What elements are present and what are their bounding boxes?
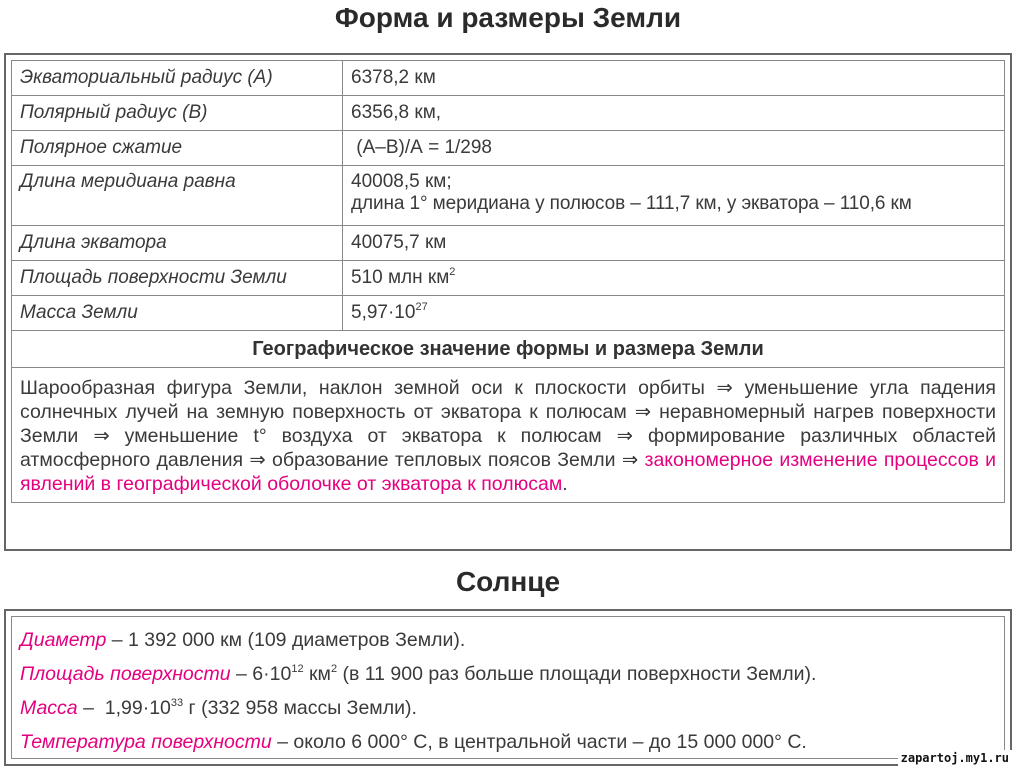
sun-box-frame xyxy=(4,609,1012,766)
row-value: (А–В)/А = 1/298 xyxy=(343,131,1005,166)
paragraph-main: Шарообразная фигура Земли, наклон земной оси к плоскости орбиты ⇒ уменьшение угла падения солнечных лучей на земную поверхность от экватора к полюсам ⇒ неравномерный нагрев поверхности Земли ⇒ уменьшение t° воздуха от экватора к полюсам ⇒ формирование различных областей атмосферного давления ⇒ образование тепловых поясов Земли ⇒ xyxy=(20,377,996,471)
table-row xyxy=(12,331,1005,368)
row-key: Площадь поверхности Земли xyxy=(12,261,343,296)
row-value xyxy=(343,166,1005,226)
mass-exponent: 27 xyxy=(415,301,428,313)
sun-diameter-line xyxy=(20,623,996,657)
row-key: Длина экватора xyxy=(12,226,343,261)
page-title-earth: Форма и размеры Земли xyxy=(334,2,682,33)
page-title-sun: Солнце xyxy=(455,566,561,597)
area-pre: – 6·10 xyxy=(230,663,292,685)
row-value: 6356,8 км, xyxy=(343,96,1005,131)
area-mid: км xyxy=(303,663,331,685)
earth-table-frame xyxy=(4,53,1012,551)
table-row xyxy=(12,166,1005,226)
meridian-degree-length: длина 1° меридиана у полюсов – 111,7 км, у экватора – 110,6 км xyxy=(351,193,912,214)
table-row xyxy=(12,296,1005,331)
paragraph-end: . xyxy=(562,473,568,495)
area-label: Площадь поверхности xyxy=(20,663,231,685)
sun-mass-line xyxy=(20,691,996,725)
row-value xyxy=(343,261,1005,296)
row-value: 40075,7 км xyxy=(343,226,1005,261)
row-value xyxy=(343,296,1005,331)
area-exponent: 2 xyxy=(449,266,456,278)
row-key: Длина меридиана равна xyxy=(12,166,343,226)
temperature-label: Температура поверхности xyxy=(20,731,272,753)
diameter-text: – 1 392 000 км (109 диаметров Земли). xyxy=(106,629,466,651)
table-row xyxy=(12,261,1005,296)
row-key: Масса Земли xyxy=(12,296,343,331)
sun-area-line xyxy=(20,657,996,691)
table-row xyxy=(12,96,1005,131)
sun-box xyxy=(11,616,1005,759)
sun-temperature-line xyxy=(20,725,996,759)
diameter-label: Диаметр xyxy=(20,629,107,651)
row-value: 6378,2 км xyxy=(343,61,1005,96)
mass-label: Масса xyxy=(20,697,78,719)
mass-value: 5,97·10 xyxy=(351,302,416,323)
mass-post: г (332 958 массы Земли). xyxy=(183,697,417,719)
table-row xyxy=(12,131,1005,166)
area-exp: 12 xyxy=(291,663,304,675)
earth-table xyxy=(11,60,1005,503)
table-row xyxy=(12,368,1005,503)
row-key: Экваториальный радиус (А) xyxy=(12,61,343,96)
mass-pre: – 1,99·10 xyxy=(77,697,171,719)
area-value: 510 млн км xyxy=(351,267,450,288)
meridian-length: 40008,5 км; xyxy=(351,171,452,192)
section-heading: Географическое значение формы и размера Земли xyxy=(12,331,1005,368)
row-key: Полярный радиус (В) xyxy=(12,96,343,131)
paragraph-highlight: закономерное изменение процессов и явлений в географической оболочке от экватора к полюсам xyxy=(20,449,996,495)
row-key: Полярное сжатие xyxy=(12,131,343,166)
geography-paragraph xyxy=(12,368,1005,503)
table-row xyxy=(12,61,1005,96)
table-row xyxy=(12,226,1005,261)
watermark: zapartoj.my1.ru xyxy=(898,750,1012,766)
area-post: (в 11 900 раз больше площади поверхности Земли). xyxy=(337,663,817,685)
temperature-text: – около 6 000° С, в центральной части – до 15 000 000° С. xyxy=(271,731,807,753)
area-exp2: 2 xyxy=(330,663,338,675)
mass-exp: 33 xyxy=(170,697,184,709)
